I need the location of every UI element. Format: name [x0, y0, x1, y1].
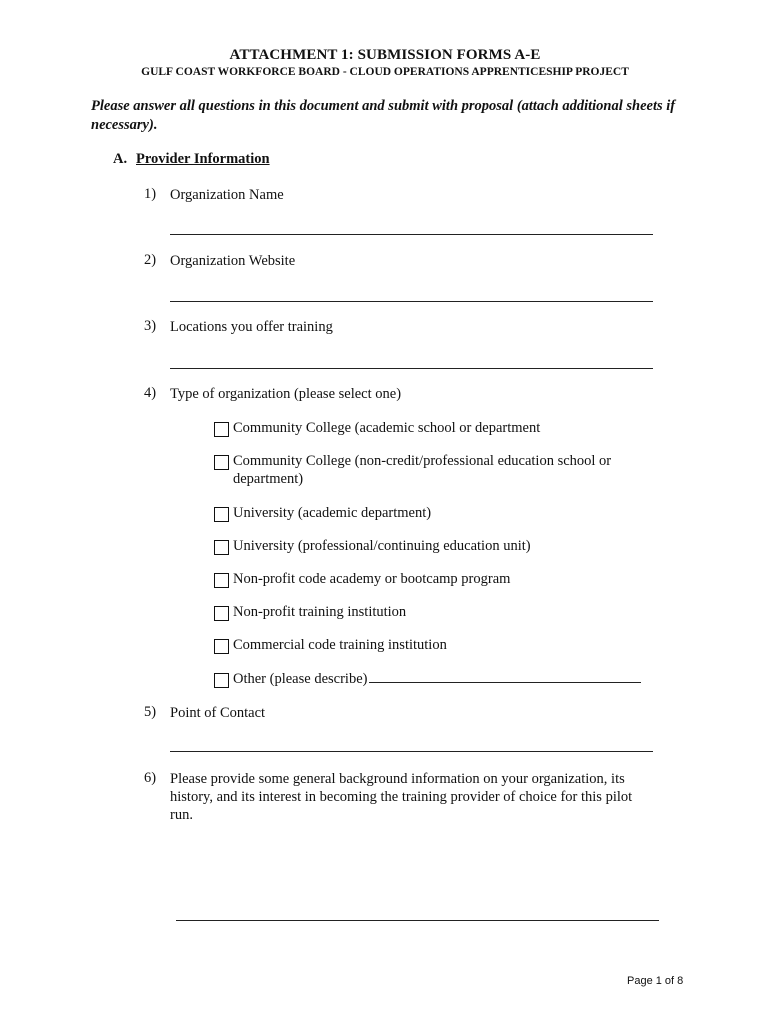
- section-title: Provider Information: [136, 151, 270, 167]
- option-label-nonprofit-code-academy: Non-profit code academy or bootcamp program: [233, 571, 511, 587]
- checkbox-university-professional[interactable]: [214, 540, 229, 555]
- checkbox-university-academic[interactable]: [214, 507, 229, 522]
- checkbox-community-college-academic[interactable]: [214, 422, 229, 437]
- question-number-4: 4): [144, 385, 157, 401]
- option-label-commercial-code-training: Commercial code training institution: [233, 637, 447, 653]
- option-label-nonprofit-training: Non-profit training institution: [233, 604, 407, 620]
- answer-line-organization-name[interactable]: [170, 234, 653, 235]
- question-text-3: Locations you offer training: [170, 319, 333, 335]
- question-number-6: 6): [144, 770, 157, 786]
- question-text-4: Type of organization (please select one): [170, 386, 402, 402]
- answer-line-background-info[interactable]: [176, 920, 659, 921]
- document-subtitle: GULF COAST WORKFORCE BOARD - CLOUD OPERATIONS APPRENTICESHIP PROJECT: [141, 66, 629, 78]
- answer-line-training-locations[interactable]: [170, 368, 653, 369]
- option-text-other: Other (please describe): [233, 671, 368, 687]
- checkbox-nonprofit-training[interactable]: [214, 606, 229, 621]
- checkbox-commercial-code-training[interactable]: [214, 639, 229, 654]
- option-label-community-college-academic: Community College (academic school or department: [233, 420, 541, 436]
- answer-line-organization-website[interactable]: [170, 301, 653, 302]
- document-title: ATTACHMENT 1: SUBMISSION FORMS A-E: [229, 47, 541, 63]
- answer-line-point-of-contact[interactable]: [170, 751, 653, 752]
- checkbox-nonprofit-code-academy[interactable]: [214, 573, 229, 588]
- instructions-text: Please answer all questions in this document and submit with proposal (attach additional sheets if necessary).: [91, 98, 676, 133]
- question-number-3: 3): [144, 318, 157, 334]
- question-number-5: 5): [144, 704, 157, 720]
- option-label-community-college-noncredit: [233, 452, 633, 488]
- option-label-university-academic: University (academic department): [233, 505, 432, 521]
- question-number-2: 2): [144, 252, 157, 268]
- checkbox-other[interactable]: [214, 673, 229, 688]
- question-text-1: Organization Name: [170, 187, 284, 203]
- option-text-community-college-noncredit: Community College (non-credit/professional education school or department): [233, 453, 612, 487]
- page-number: Page 1 of 8: [627, 975, 684, 987]
- question-text-2: Organization Website: [170, 253, 296, 269]
- section-letter: A.: [113, 151, 128, 167]
- answer-line-other-description[interactable]: [369, 670, 641, 683]
- option-label-other: [233, 670, 653, 688]
- checkbox-community-college-noncredit[interactable]: [214, 455, 229, 470]
- question-text-6: Please provide some general background information on your organization, its history, and its interest in becoming the training provider of choice for this pilot run.: [170, 771, 633, 823]
- question-text-5: Point of Contact: [170, 705, 266, 721]
- question-number-1: 1): [144, 186, 157, 202]
- option-label-university-professional: University (professional/continuing education unit): [233, 538, 531, 554]
